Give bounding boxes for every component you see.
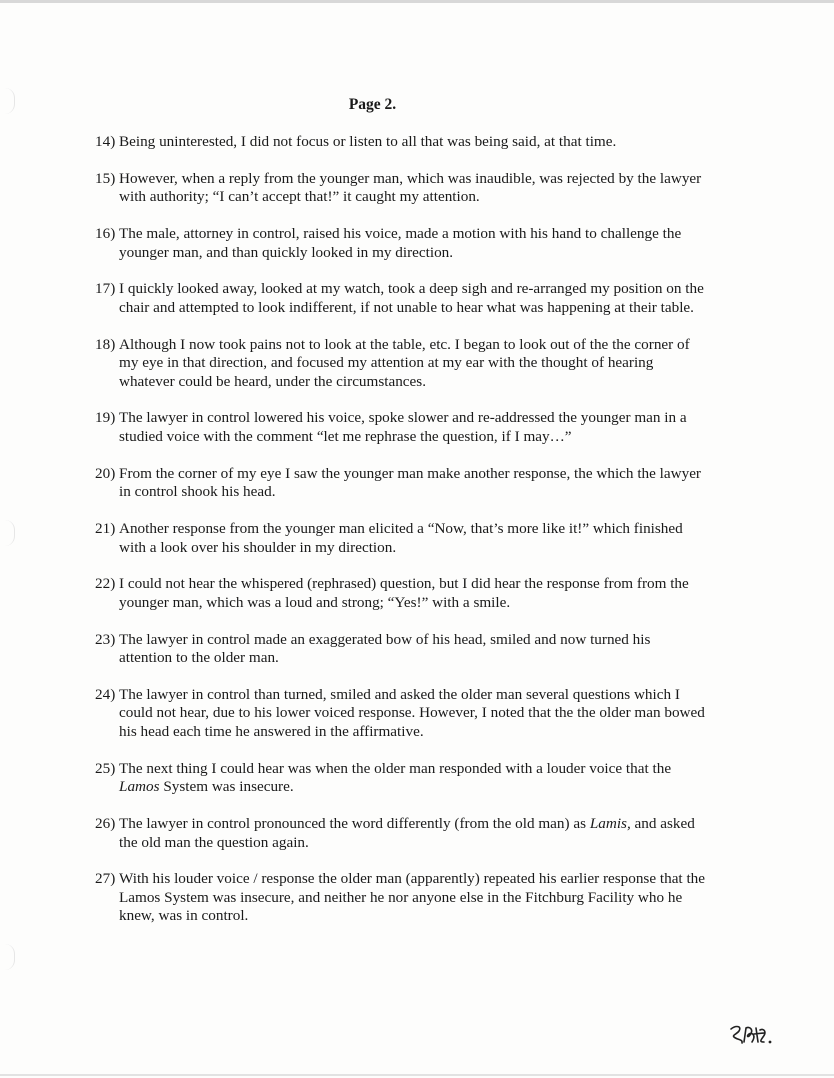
item-number: 24): [95, 685, 116, 703]
item-text: I could not hear the whispered (rephrased) question, but I did hear the response from from the younger man, which was a loud and strong; “Yes!” with a smile.: [119, 575, 689, 611]
list-item: [95, 225, 705, 262]
item-text: Another response from the younger man elicited a “Now, that’s more like it!” which finished with a look over his shoulder in my direction.: [119, 520, 683, 556]
item-text: The lawyer in control made an exaggerated bow of his head, smiled and now turned his attention to the older man.: [119, 630, 651, 667]
item-number: 26): [95, 815, 116, 833]
list-item: [95, 170, 705, 207]
list-item: [95, 409, 705, 446]
item-number: 15): [95, 169, 116, 187]
item-text: Although I now took pains not to look at the table, etc. I began to look out of the the corner of my eye in that direction, and focused my attention at my ear with the thought of hearing whatever could be heard, under the circumstances.: [119, 335, 690, 390]
scan-edge-bottom: [0, 1074, 834, 1076]
item-text: With his louder voice / response the older man (apparently) repeated his earlier response that the Lamos System was insecure, and neither he nor anyone else in the Fitchburg Facility who he knew, was in control.: [119, 870, 706, 925]
item-text: From the corner of my eye I saw the younger man make another response, the which the lawyer in control shook his head.: [119, 464, 701, 501]
list-item: [95, 133, 705, 152]
item-text: The lawyer in control than turned, smiled and asked the older man several questions which I could not hear, due to his lower voiced response. However, I noted that the the older man bowed his head each time he answered in the affirmative.: [119, 685, 705, 740]
item-text: The lawyer in control pronounced the word differently (from the old man) as Lamis, and asked the old man the question again.: [119, 815, 695, 851]
list-item: [95, 520, 705, 557]
item-number: 25): [95, 759, 116, 777]
system-name-italic: Lamis,: [589, 815, 631, 833]
list-item: [95, 815, 705, 852]
list-item: [95, 631, 705, 668]
list-item: [95, 575, 705, 612]
scan-edge-top: [0, 0, 834, 3]
item-text: I quickly looked away, looked at my watch, took a deep sigh and re-arranged my position on the chair and attempted to look indifferent, if not unable to hear what was happening at their table.: [119, 280, 704, 316]
item-text: However, when a reply from the younger man, which was inaudible, was rejected by the lawyer with authority; “I can’t accept that!” it caught my attention.: [119, 169, 702, 206]
item-number: 27): [95, 870, 116, 888]
item-text: The next thing I could hear was when the older man responded with a louder voice that the Lamos System was insecure.: [119, 759, 672, 796]
margin-hole-mark: [0, 944, 15, 970]
item-number: 21): [95, 520, 116, 538]
item-text: The lawyer in control lowered his voice, spoke slower and re-addressed the younger man in a studied voice with the comment “let me rephrase the question, if I may…”: [119, 409, 687, 445]
page-title: Page 2.: [348, 96, 397, 113]
list-item: [95, 760, 705, 797]
list-item: [95, 870, 705, 926]
item-number: 19): [95, 409, 116, 427]
list-item: [95, 336, 705, 392]
handwritten-initials-signature: [728, 1020, 776, 1048]
item-number: 17): [95, 280, 116, 298]
item-number: 20): [95, 464, 116, 482]
item-number: 18): [95, 335, 116, 353]
item-number: 16): [95, 225, 116, 243]
item-number: 22): [95, 575, 116, 593]
item-number: 14): [95, 133, 116, 150]
item-number: 23): [95, 630, 116, 648]
list-item: [95, 686, 705, 742]
numbered-statement-list: [95, 133, 705, 944]
item-text: Being uninterested, I did not focus or listen to all that was being said, at that time.: [119, 133, 617, 150]
system-name-italic: Lamos: [119, 778, 160, 796]
list-item: [95, 465, 705, 502]
list-item: [95, 280, 705, 317]
margin-hole-mark: [0, 520, 15, 546]
item-text: The male, attorney in control, raised his voice, made a motion with his hand to challenge the younger man, and than quickly looked in my direction.: [119, 225, 682, 261]
